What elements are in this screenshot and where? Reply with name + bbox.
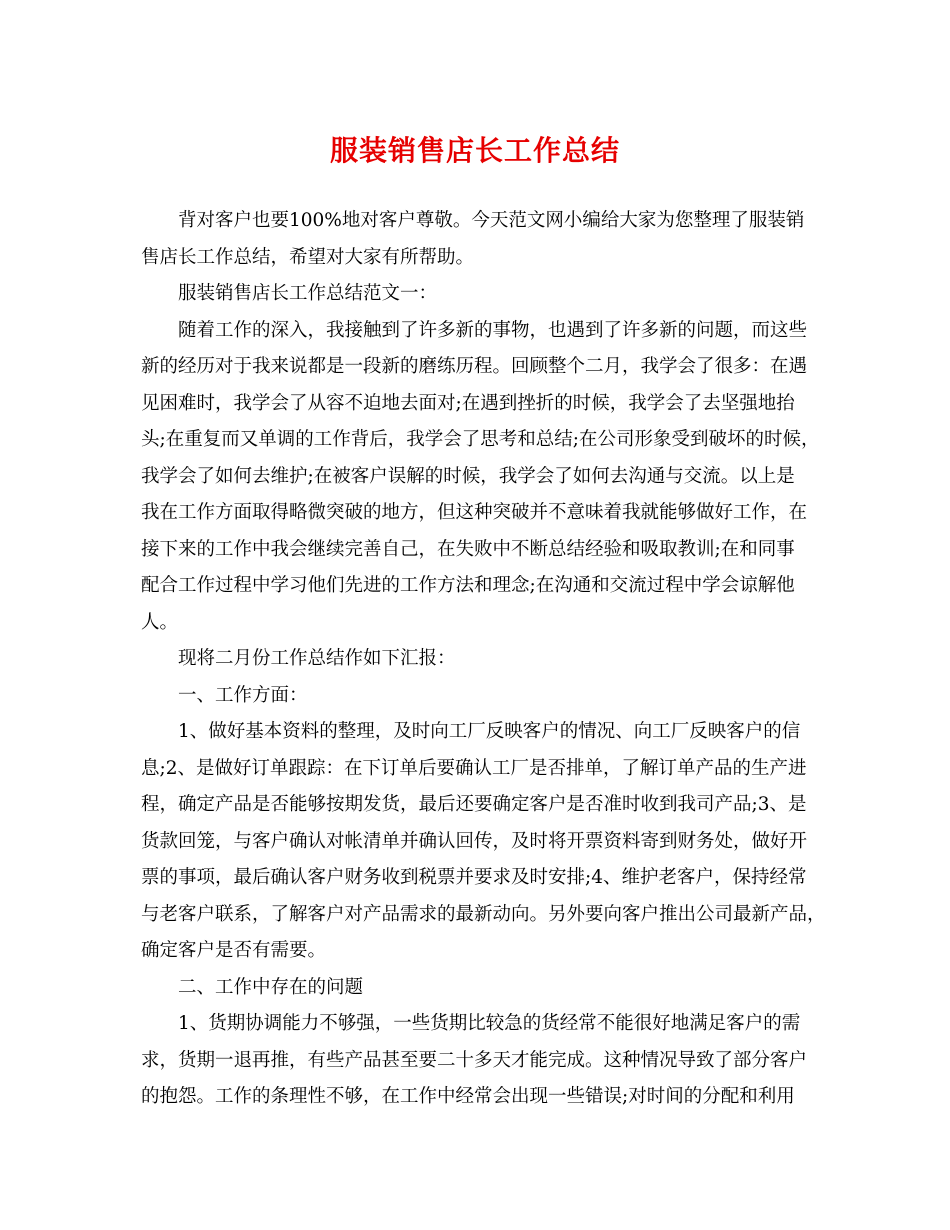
- paragraph-line: 1、货期协调能力不够强，一些货期比较急的货经常不能很好地满足客户的需: [178, 1013, 801, 1034]
- paragraph-line: 的抱怨。工作的条理性不够，在工作中经常会出现一些错误;对时间的分配和利用: [141, 1086, 795, 1107]
- document-body: [141, 203, 826, 1116]
- paragraph-line: 售店长工作总结，希望对大家有所帮助。: [141, 246, 475, 268]
- paragraph-line: 接下来的工作中我会继续完善自己，在失败中不断总结经验和吸取教训;在和同事: [141, 538, 795, 560]
- paragraph-line: 现将二月份工作总结作如下汇报：: [178, 648, 456, 669]
- paragraph-line: 见困难时，我学会了从容不迫地去面对;在遇到挫折的时候，我学会了去坚强地抬: [141, 392, 795, 414]
- paragraph-line: 确定客户是否有需要。: [141, 940, 327, 961]
- paragraph-line: 我学会了如何去维护;在被客户误解的时候，我学会了如何去沟通与交流。以上是: [141, 465, 795, 487]
- paragraph-line: 我在工作方面取得略微突破的地方，但这种突破并不意味着我就能够做好工作，在: [141, 502, 808, 523]
- paragraph-line: 程，确定产品是否能够按期发货，最后还要确定客户是否准时收到我司产品;3、是: [141, 794, 807, 815]
- paragraph-line: 与老客户联系，了解客户对产品需求的最新动向。另外要向客户推出公司最新产品，: [141, 903, 826, 925]
- paragraph-line: 背对客户也要100%地对客户尊敬。今天范文网小编给大家为您整理了服装销: [178, 210, 805, 231]
- paragraph-line: 票的事项，最后确认客户财务收到税票并要求及时安排;4、维护老客户，保持经常: [141, 867, 807, 888]
- paragraph-line: 人。: [141, 611, 179, 633]
- paragraph-line: 随着工作的深入，我接触到了许多新的事物，也遇到了许多新的问题，而这些: [178, 319, 808, 341]
- paragraph-line: 息;2、是做好订单跟踪：在下订单后要确认工厂是否排单，了解订单产品的生产进: [141, 757, 807, 779]
- paragraph-line: 头;在重复而又单调的工作背后，我学会了思考和总结;在公司形象受到破坏的时候，: [141, 429, 820, 450]
- paragraph-line: 服装销售店长工作总结范文一：: [178, 283, 438, 304]
- paragraph-line: 配合工作过程中学习他们先进的工作方法和理念;在沟通和交流过程中学会谅解他: [141, 575, 795, 596]
- section-heading: 二、工作中存在的问题: [178, 976, 364, 998]
- paragraph-line: 货款回笼，与客户确认对帐清单并确认回传，及时将开票资料寄到财务处，做好开: [141, 830, 808, 852]
- paragraph-line: 1、做好基本资料的整理，及时向工厂反映客户的情况、向工厂反映客户的信: [178, 721, 801, 742]
- document-title: 服装销售店长工作总结: [329, 134, 620, 167]
- paragraph-line: 求，货期一退再推，有些产品甚至要二十多天才能完成。这种情况导致了部分客户: [141, 1049, 808, 1071]
- paragraph-line: 新的经历对于我来说都是一段新的磨练历程。回顾整个二月，我学会了很多：在遇: [141, 356, 808, 377]
- section-heading: 一、工作方面：: [178, 684, 308, 706]
